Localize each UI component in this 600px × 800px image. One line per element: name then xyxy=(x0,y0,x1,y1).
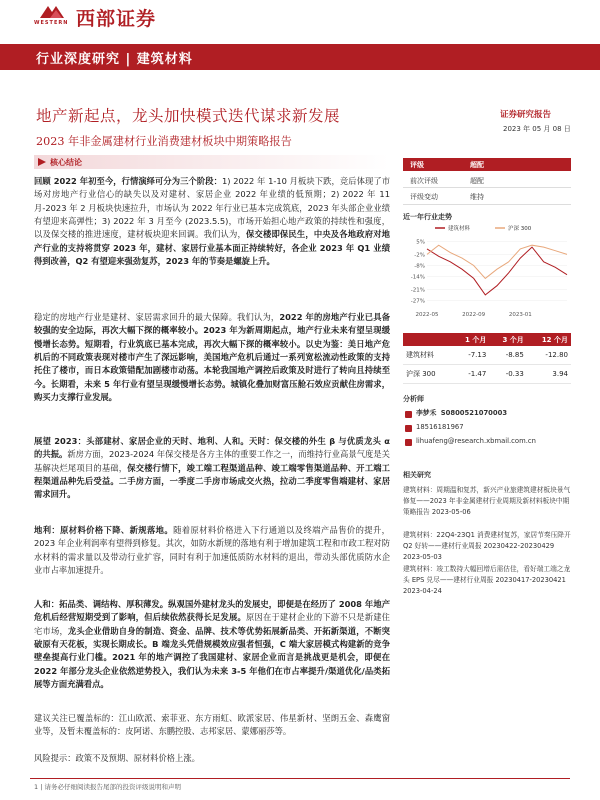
y-tick-label: 5% xyxy=(416,239,425,246)
table-cell: -12.80 xyxy=(527,346,571,365)
y-tick-label: -27% xyxy=(410,298,425,305)
brand-name-en: WESTERN xyxy=(34,20,69,26)
paragraph-risk xyxy=(34,752,390,765)
analyst-name-line xyxy=(416,408,507,419)
related-item[interactable]: 建筑材料：22Q4-23Q1 消费建材复苏，家居节奏压降开 Q2 好转——建材行业周报 20230422-20230429 2023-05-03 xyxy=(403,531,571,561)
table-cell: -0.33 xyxy=(489,365,526,384)
email-icon xyxy=(405,439,412,446)
paragraph-outlook xyxy=(34,435,390,502)
person-icon xyxy=(405,411,412,418)
related-heading: 相关研究 xyxy=(403,471,431,479)
table-cell: 沪深 300 xyxy=(403,365,452,384)
para-text: 随着原材料价格进入下行通道以及终端产品售价的提升，2023 年企业利润率有望得到修复。其次，如防水新规的落地有利于增加建筑工程和市政工程对防水材料的需求量以及带动行业扩容，同时有利于加速低质防水材料的退出，带动头部优质防水企业市占率加速提升。 xyxy=(34,525,390,576)
table-row xyxy=(403,346,571,365)
para-text: 新房方面，2023-2024 年保交楼是各方主体的重要工作之一，而维持行业高景气度是关基解决烂尾项目的基础， xyxy=(34,449,390,473)
x-tick-label: 2022-05 xyxy=(415,312,439,318)
para-text: 1) 2022 年 1-10 月板块下跌，竞后体现了市场对房地产行业信心的缺失以及对建材、家居企业 2022 年业绩的低预期；2) 2022 年 11 月-2023 年 2 月板块快速拉升，市场认为 2022 年行业已基本完成筑底，2023 年头部企业业绩有望迎来高弹性；3) 2022 年 3 月至今 (2023.5.5)，市场开始担心地产政策的持续性和强度，以及保交楼的推进速度，建材板块迎来回调。我们认为， xyxy=(34,176,390,240)
brand-name: 西部证券 xyxy=(76,8,157,30)
para-lead: 人和：拓品类、调结构、厚积薄发。纵观国外建材龙头的发展史，即便是在经历了 2008 年地产危机后经营短期受到了影响，但后续依然获得长足发展。 xyxy=(34,599,390,623)
paragraph-review xyxy=(34,175,390,268)
analyst-name: 李梦禾 xyxy=(416,409,437,417)
core-heading-bar xyxy=(34,155,389,169)
para-text: 风险提示：政策不及预期、原材料价格上涨。 xyxy=(34,753,200,763)
para-lead: 展望 2023：头部建材、家居企业的天时、地利、人和。天时：保交楼的外生 β 与优质龙头 α 的共振。 xyxy=(34,436,390,460)
divider xyxy=(403,204,571,205)
y-tick-label: -8% xyxy=(414,263,425,270)
divider xyxy=(403,187,571,188)
series-line-index xyxy=(427,245,567,278)
table-header xyxy=(403,333,452,346)
table-cell: -8.85 xyxy=(489,346,526,365)
para-lead: 回顾 2022 年初至今，行情演绎可分为三个阶段： xyxy=(34,176,222,186)
analyst-email[interactable]: lihuafeng@research.xbmail.com.cn xyxy=(416,437,536,445)
rating-header xyxy=(403,158,571,171)
table-header: 3 个月 xyxy=(489,333,526,346)
performance-chart xyxy=(403,222,571,322)
table-cell: -1.47 xyxy=(452,365,489,384)
analyst-phone: 18516181967 xyxy=(416,423,464,431)
rating-value: 超配 xyxy=(470,177,484,185)
logo-icon xyxy=(38,4,70,20)
page-title: 地产新起点，龙头加快模式迭代谋求新发展 xyxy=(36,107,341,125)
table-header-row xyxy=(403,333,571,346)
paragraph-people xyxy=(34,598,390,691)
para-tail: 保交楼即保民生，中央及各地政府对地产行业的支持将贯穿 2023 年，建材、家居行业基本面正持续转好，各企业 2023 年 Q1 业绩得到改善，Q2 有望迎来强劲复苏，2023 年的节奏是螺旋上升。 xyxy=(34,229,390,267)
y-tick-label: -21% xyxy=(410,287,425,294)
footer-text: 1 | 请务必仔细阅读报告尾部的投资评级说明和声明 xyxy=(34,783,181,791)
legend-label: 沪深 300 xyxy=(508,226,532,232)
x-tick-label: 2023-01 xyxy=(508,312,532,318)
paragraph-geography xyxy=(34,524,390,577)
para-text: 建议关注已覆盖标的：江山欧派、索菲亚、东方雨虹、欧派家居、伟星新材、坚朗五金、森鹰窗业等，及暂未覆盖标的：皮阿诺、东鹏控股、志邦家居、蒙娜丽莎等。 xyxy=(34,713,390,737)
performance-title: 近一年行业走势 xyxy=(403,213,452,221)
related-item[interactable]: 建筑材料：周期温和复苏，新兴产业旅建筑建材板块景气修复——2023 年非金属建材行业周期及新材料板块中期策略报告 2023-05-06 xyxy=(403,486,571,516)
table-cell: 建筑材料 xyxy=(403,346,452,365)
table-cell: -7.13 xyxy=(452,346,489,365)
y-tick-label: -14% xyxy=(410,274,425,281)
report-type: 行业深度研究 | 建筑材料 xyxy=(36,52,193,67)
table-header: 12 个月 xyxy=(527,333,571,346)
para-text: 稳定的房地产行业是建材、家居需求回升的最大保障。我们认为， xyxy=(34,312,280,322)
report-date: 2023 年 05 月 08 日 xyxy=(503,125,571,133)
rating-value: 维持 xyxy=(470,193,484,201)
table-header: 1 个月 xyxy=(452,333,489,346)
rating-label: 前次评级 xyxy=(410,177,438,185)
analyst-heading: 分析师 xyxy=(403,395,424,403)
table-row xyxy=(403,365,571,384)
page-subtitle: 2023 年非金属建材行业消费建材板块中期策略报告 xyxy=(36,135,292,148)
analyst-license: S0800521070003 xyxy=(440,409,508,417)
rating-header-value: 超配 xyxy=(470,161,484,169)
report-tag: 证券研究报告 xyxy=(500,110,552,120)
paragraph-recommend xyxy=(34,712,390,739)
para-tail: 2022 年的房地产行业已具备较强的安全边际，再次大幅下探的概率较小。2023 年为新周期起点，地产行业未来有望呈现缓慢增长态势。短期看，行业筑底已基本完成，再次大幅下探的概率较小。以史为鉴：美日地产危机后的不同政策表现对楼市产生了深远影响，美国地产危机后通过一系列宽松流动性政策的支持托住了楼市，而日本政策错配加剧楼市动荡。本轮我国地产调控后政策及时进行了转向且持续至今。长期看，未来 5 年行业有望呈现缓慢增长态势。城镇化叠加财富压舱石效应贡献住房需求，购买力支撑行业发展。 xyxy=(34,312,390,403)
bullet-icon xyxy=(38,158,46,166)
rating-label: 评级变动 xyxy=(410,193,438,201)
related-item[interactable]: 建筑材料：竣工数持大幅回增后需估佳，看好端工端之龙头 EPS 兑尽——建材行业周报 20230417-20230421 2023-04-24 xyxy=(403,565,571,595)
footer-rule xyxy=(30,778,570,779)
para-lead: 地利：原材料价格下降、新规落地。 xyxy=(34,525,174,535)
y-tick-label: -2% xyxy=(414,252,425,259)
x-tick-label: 2022-09 xyxy=(462,312,486,318)
table-cell: 3.94 xyxy=(527,365,571,384)
performance-table xyxy=(403,333,571,384)
para-tail: 龙头企业借助自身的制造、资金、品牌、技术等优势拓展新品类、开拓新渠道，不断突破原有天花板，实现长期成长。B 端龙头凭借规模效应强者恒强，C 端大家居模式构建新的竞争壁垒提高行业门槛。2021 年的地产调控了我国建材、家居企业而言是挑战更是机会，即便在 2022 年部分龙头企业依然逆势投入，我们认为未来 3-5 年他们在市占率提升/渠道优化/品类拓展等方面充满看点。 xyxy=(34,625,390,690)
phone-icon xyxy=(405,425,412,432)
paragraph-real-estate xyxy=(34,311,390,404)
legend-label: 建筑材料 xyxy=(448,226,471,232)
para-text: 原因在于建材企业的下游不只是新建住宅市场， xyxy=(34,612,390,636)
para-tail: 保交楼行情下，竣工端工程渠道品种、竣工端零售渠道品种、开工端工程渠道品种先后受益。二手房方面，一季度二手房市场成交火热，拉动二季度零售端建材、家居需求回升。 xyxy=(34,462,390,500)
core-heading: 核心结论 xyxy=(50,158,82,167)
rating-header-label: 评级 xyxy=(410,161,424,169)
